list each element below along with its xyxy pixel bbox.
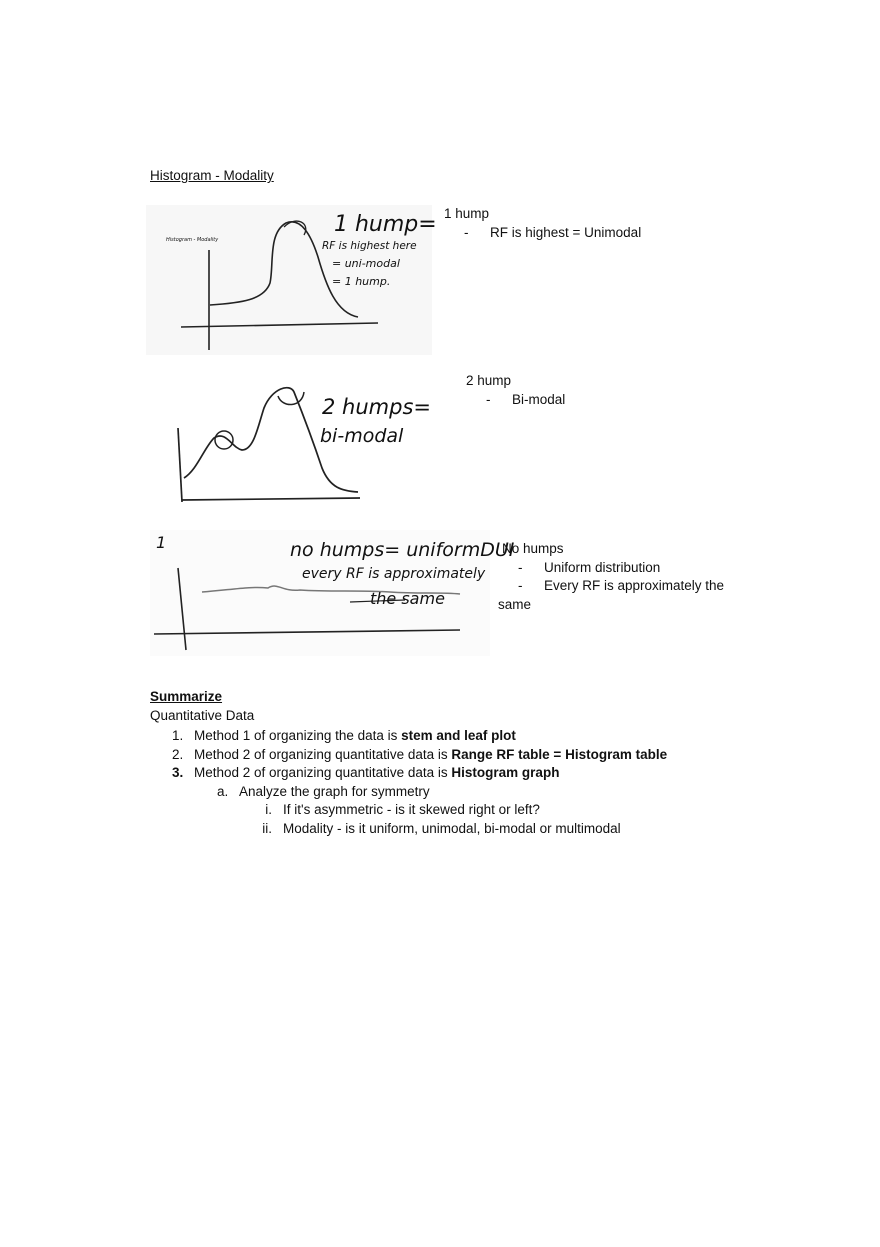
list-item — [444, 224, 844, 243]
sketch1-handwriting-line1: 1 hump= — [334, 212, 437, 237]
sketch1-handwriting-line2: RF is highest here — [322, 240, 417, 252]
page-title: Histogram - Modality — [150, 168, 274, 183]
unimodal-bullet: RF is highest = Unimodal — [490, 224, 642, 240]
sketch3-handwriting-line2: every RF is approximately — [302, 566, 486, 582]
sketch2-handwriting-line2: bi-modal — [320, 425, 404, 447]
uniform-sketch-image — [150, 530, 515, 656]
list-text: Method 2 of organizing quantitative data is — [194, 765, 452, 781]
list-number: 3. — [172, 765, 184, 781]
unimodal-sketch-image — [146, 205, 437, 355]
list-item — [150, 727, 850, 746]
list-item — [150, 764, 850, 783]
bimodal-sketch-image — [152, 378, 452, 510]
sketch-inner-title: Histogram - Modality — [166, 237, 219, 243]
bullet-dash: - — [518, 559, 523, 575]
list-item — [498, 577, 848, 596]
sketch3-handwriting-line3: the same — [370, 589, 445, 608]
list-number: a. — [217, 783, 229, 799]
uniform-bullet-2: Every RF is approximately the — [544, 578, 725, 593]
unimodal-heading: 1 hump — [444, 206, 490, 221]
list-number: ii. — [262, 820, 272, 836]
list-bold-text: Histogram graph — [451, 765, 560, 781]
summary-subheading: Quantitative Data — [150, 708, 255, 723]
list-item — [150, 820, 850, 839]
summary-heading: Summarize — [150, 689, 223, 704]
bimodal-heading: 2 hump — [466, 373, 512, 388]
uniform-bullet-1: Uniform distribution — [544, 559, 661, 575]
list-item — [150, 746, 850, 765]
list-item — [466, 391, 846, 410]
bimodal-note — [466, 372, 846, 409]
uniform-note — [498, 540, 848, 614]
sketch3-corner-mark: 1 — [156, 533, 167, 552]
list-item — [150, 801, 850, 820]
list-bold-text: Range RF table = Histogram table — [451, 746, 668, 762]
unimodal-note — [444, 205, 844, 242]
uniform-heading: No humps — [502, 541, 564, 556]
sketch1-handwriting-line4: = 1 hump. — [332, 275, 391, 288]
list-number: 2. — [172, 746, 184, 762]
bullet-dash: - — [464, 224, 469, 240]
uniform-bullet-continuation: same — [498, 596, 532, 612]
list-text: If it's asymmetric - is it skewed right or left? — [283, 802, 540, 818]
list-text: Method 2 of organizing quantitative data is — [194, 746, 452, 762]
list-bold-text: stem and leaf plot — [401, 728, 516, 743]
bullet-dash: - — [518, 578, 523, 593]
list-item — [498, 559, 848, 578]
list-number: i. — [265, 802, 272, 818]
list-text: Analyze the graph for symmetry — [239, 783, 430, 799]
list-number: 1. — [172, 728, 184, 743]
bullet-dash: - — [486, 391, 491, 407]
sketch1-handwriting-line3: = uni-modal — [332, 257, 400, 270]
sketch3-handwriting-line1: no humps= uniformDUI — [290, 539, 515, 561]
summary-list — [150, 727, 850, 839]
list-text: Modality - is it uniform, unimodal, bi-modal or multimodal — [283, 820, 621, 836]
sketch2-handwriting-line1: 2 humps= — [322, 395, 431, 419]
list-text: Method 1 of organizing the data is — [194, 728, 402, 743]
list-item — [150, 783, 850, 802]
bimodal-bullet: Bi-modal — [512, 391, 566, 407]
